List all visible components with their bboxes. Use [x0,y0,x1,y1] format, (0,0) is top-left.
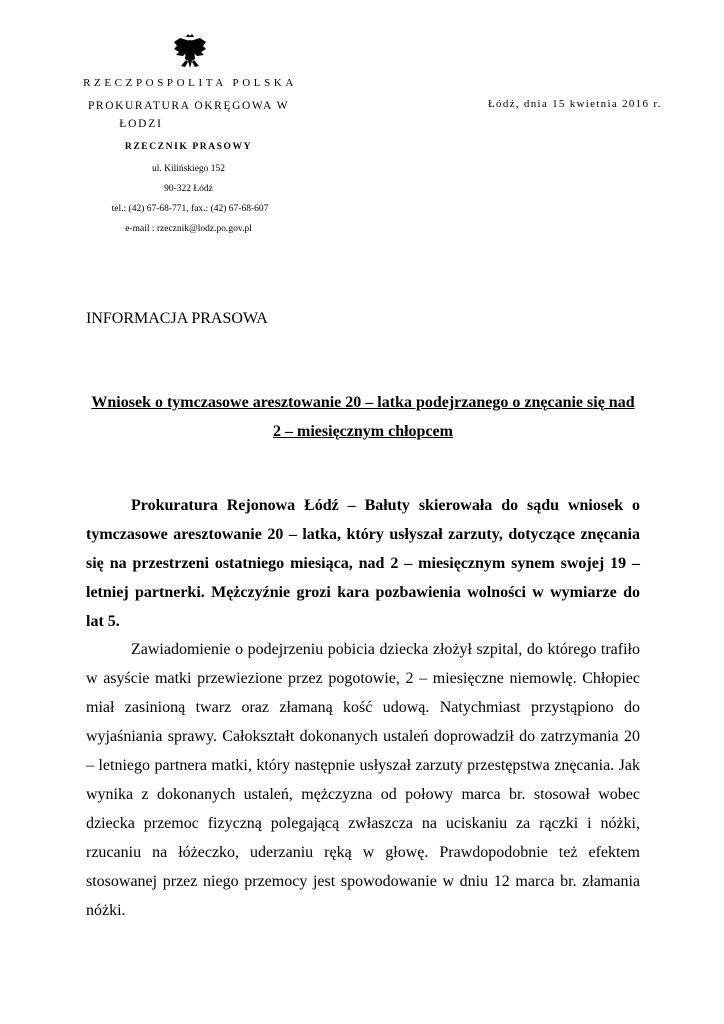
address-street: ul. Kilińskiego 152 [151,164,226,174]
contact-email: e-mail : rzecznik@lodz.po.gov.pl [125,224,252,234]
press-release-title: Wniosek o tymczasowe aresztowanie 20 – latka podejrzanego o znęcanie się nad 2 – miesięcznym chłopcem [91,394,635,440]
contact-phone: tel.: (42) 67-68-771, fax.: (42) 67-68-607 [111,204,269,214]
office-name-line1: PROKURATURA OKRĘGOWA W [87,100,290,112]
document-type: INFORMACJA PRASOWA [86,310,268,327]
office-name-line2: ŁODZI [119,118,163,130]
lead-paragraph [86,491,640,636]
body-text: Zawiadomienie o podejrzeniu pobicia dziecka złożył szpital, do którego trafiło w asyście matki przewiezione przez pogotowie, 2 – miesięczne niemowlę. Chłopiec miał zasinioną twarz oraz złamaną kość udową. Natychmiast przystąpiono do wyjaśniania sprawy. Całokształt dokonanych ustaleń doprowadził do zatrzymania 20 – letniego partnera matki, który następnie usłyszał zarzuty przestępstwa znęcania. Jak wynika z dokonanych ustaleń, mężczyzna od połowy marca br. stosował wobec dziecka przemoc fizyczną polegającą zwłaszcza na uciskaniu za rączki i nóżki, rzucaniu na łóżeczko, uderzaniu ręką w głowę. Prawdopodobnie też efektem stosowanej przez niego przemocy jest spowodowanie w dniu 12 marca br. złamania nóżki. [86,641,640,919]
country-name: RZECZPOSPOLITA POLSKA [83,77,297,89]
address-postal: 90-322 Łódź [164,184,213,194]
body-paragraph [86,635,640,925]
date-line: Łódź, dnia 15 kwietnia 2016 r. [488,98,662,110]
polish-eagle-icon [173,33,207,69]
lead-text: Prokuratura Rejonowa Łódź – Bałuty skierowała do sądu wniosek o tymczasowe aresztowanie 20 – latka, który usłyszał zarzuty, dotyczące znęcania się na przestrzeni ostatniego miesiąca, nad 2 – miesięcznym synem swojej 19 – letniej partnerki. Mężczyźnie grozi kara pozbawienia wolności w wymiarze do lat 5. [86,497,640,630]
department-name: RZECZNIK PRASOWY [124,142,253,152]
